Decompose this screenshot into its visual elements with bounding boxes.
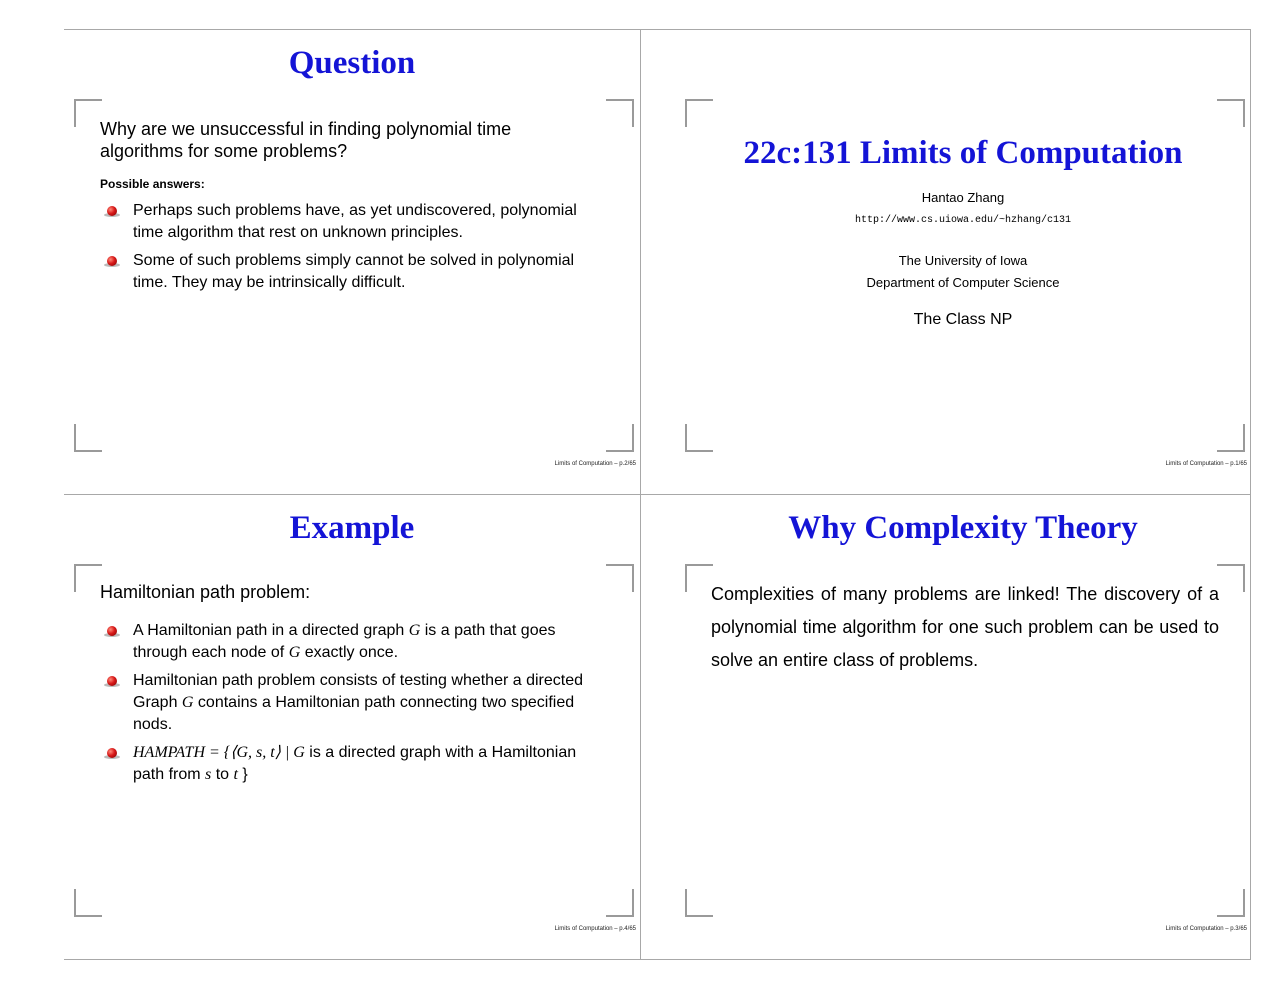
bullet-ball-icon [107, 626, 117, 636]
slide-body: Complexities of many problems are linked! The discovery of a polynomial time algorithm for one such problem can be used to solve an entire class of problems. [711, 584, 1219, 670]
crop-mark [685, 99, 713, 127]
bullet-ball-icon [107, 748, 117, 758]
crop-mark [74, 889, 102, 917]
slide-footer: Limits of Computation – p.2/65 [554, 461, 636, 467]
crop-mark [606, 564, 634, 592]
slide-subhead: Possible answers: [100, 177, 205, 191]
author-name: Hantao Zhang [921, 190, 1005, 205]
list-item: HAMPATH = {⟨G, s, t⟩ | G is a directed graph with a Hamiltonian path from s to t } [100, 742, 610, 786]
slide-question [64, 29, 640, 494]
math-var-g: G [181, 694, 194, 711]
math-var-t: t [233, 766, 238, 783]
math-var-g: G [288, 644, 301, 661]
university-name: The University of Iowa [898, 253, 1028, 268]
slide-footer: Limits of Computation – p.4/65 [554, 926, 636, 932]
list-item [100, 250, 600, 294]
crop-mark [606, 99, 634, 127]
math-hampath: HAMPATH = {⟨G, s, t⟩ | G [133, 744, 305, 761]
course-url: http://www.cs.uiowa.edu/~hzhang/c131 [854, 215, 1072, 226]
slide-why-complexity [675, 494, 1251, 959]
crop-mark [1217, 564, 1245, 592]
list-item [100, 200, 600, 244]
math-var-s: s [205, 766, 212, 783]
slide-title: Question [288, 45, 416, 81]
list-item: A Hamiltonian path in a directed graph G is a path that goes through each node of G exactly once. [100, 620, 610, 664]
slide-footer: Limits of Computation – p.3/65 [1165, 926, 1247, 932]
bullet-ball-icon [107, 676, 117, 686]
bullet-ball-icon [107, 256, 117, 266]
crop-mark [74, 564, 102, 592]
bullet-text: Some of such problems simply cannot be solved in polynomial time. They may be intrinsically difficult. [133, 252, 575, 291]
bullet-list [100, 620, 610, 792]
math-var-g: G [408, 622, 421, 639]
crop-mark [1217, 424, 1245, 452]
bullet-list [100, 200, 600, 300]
sheet-border-bottom [64, 959, 1251, 960]
slide-footer: Limits of Computation – p.1/65 [1165, 461, 1247, 467]
sheet-divider-vertical [640, 29, 641, 960]
crop-mark [606, 424, 634, 452]
bullet-ball-icon [107, 206, 117, 216]
crop-mark [1217, 99, 1245, 127]
department-name: Department of Computer Science [866, 275, 1060, 290]
slide-title: Why Complexity Theory [788, 510, 1138, 546]
lecture-topic: The Class NP [913, 311, 1013, 328]
list-item: Hamiltonian path problem consists of testing whether a directed Graph G contains a Hamiltonian path connecting two specified nods. [100, 670, 610, 736]
crop-mark [74, 424, 102, 452]
slide-title: 22c:131 Limits of Computation [743, 135, 1183, 171]
crop-mark [685, 889, 713, 917]
crop-mark [74, 99, 102, 127]
slide-title: Example [289, 510, 415, 546]
slide-intro: Hamiltonian path problem: [100, 582, 311, 602]
crop-mark [606, 889, 634, 917]
crop-mark [1217, 889, 1245, 917]
crop-mark [685, 564, 713, 592]
slide-cover [675, 29, 1251, 494]
bullet-text: Perhaps such problems have, as yet undiscovered, polynomial time algorithm that rest on unknown principles. [133, 202, 577, 241]
slide-example [64, 494, 640, 959]
slide-intro: Why are we unsuccessful in finding polynomial time algorithms for some problems? [100, 119, 512, 161]
crop-mark [685, 424, 713, 452]
